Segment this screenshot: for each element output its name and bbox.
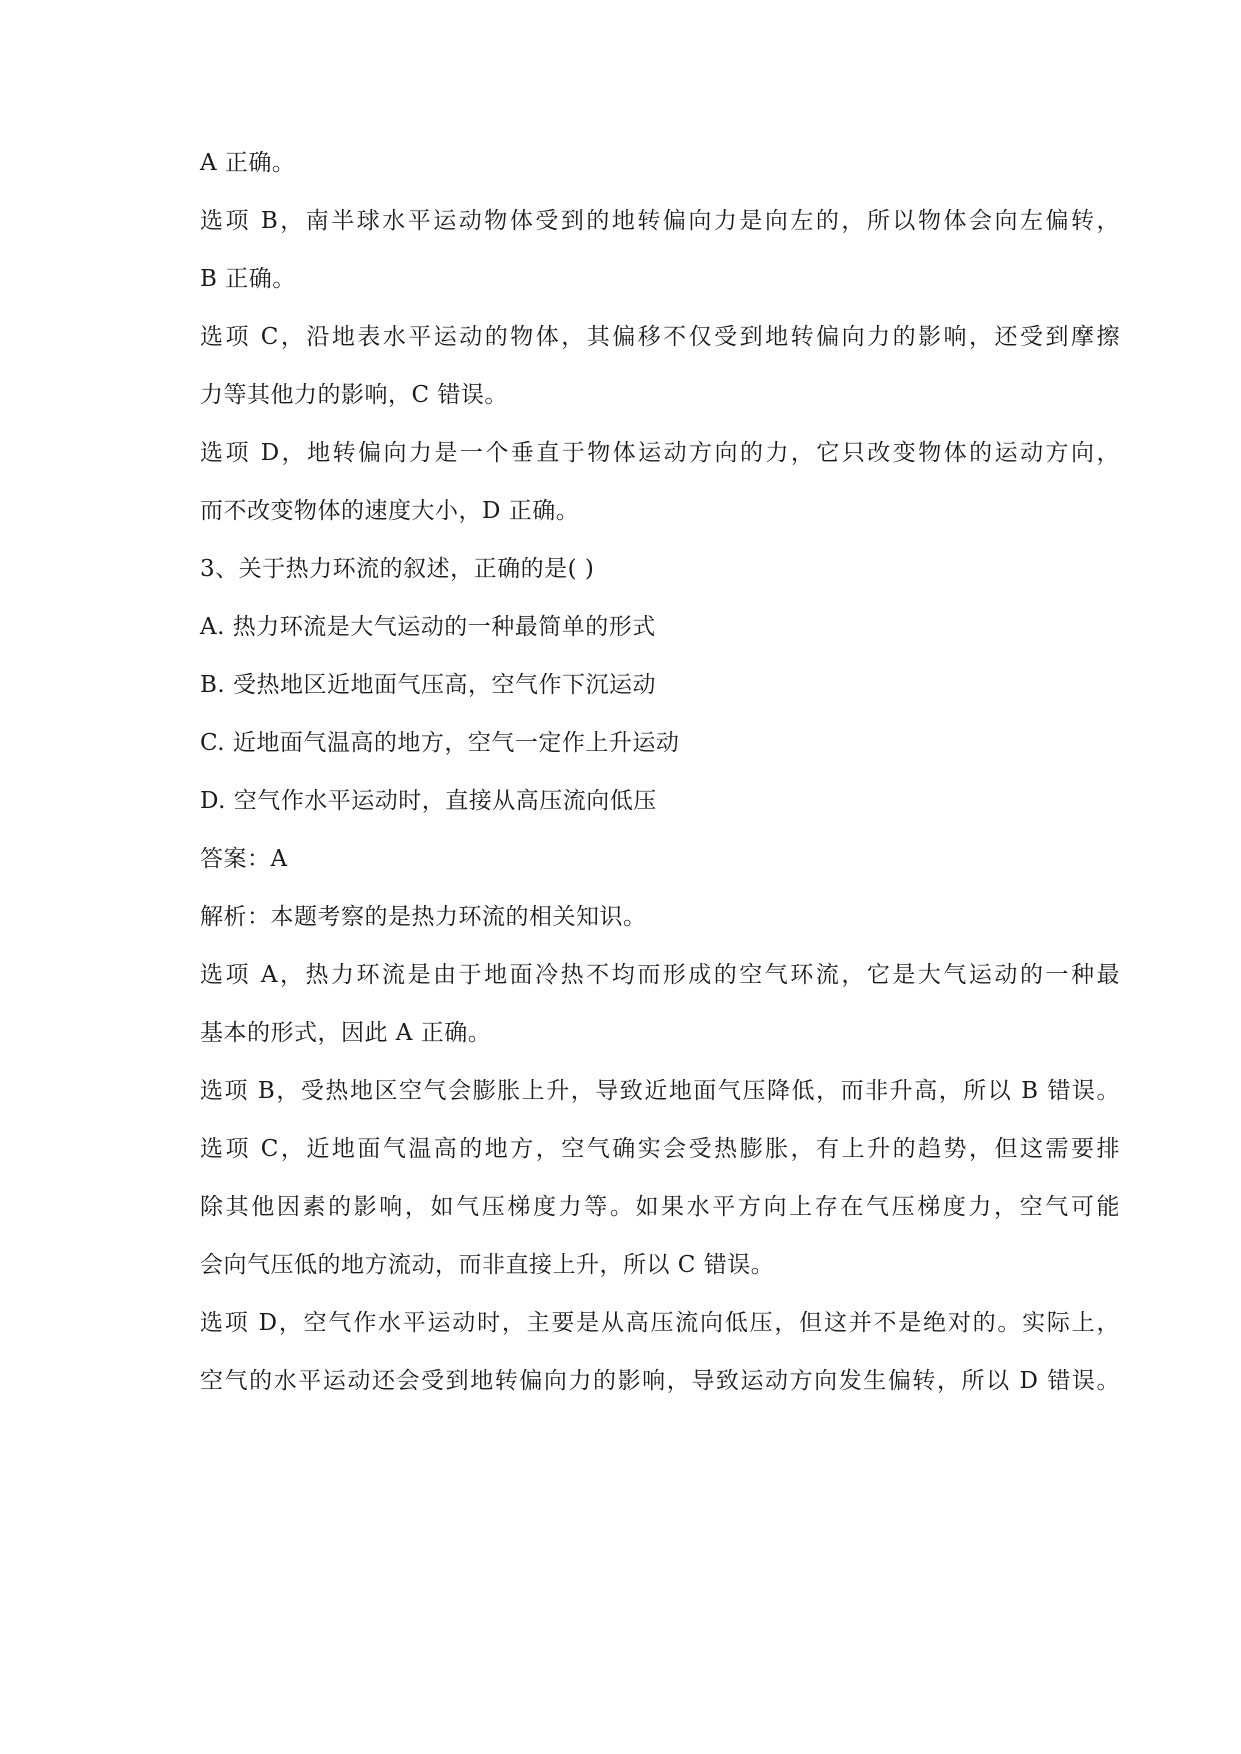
answer: 答案：A	[200, 846, 288, 872]
text-line: 选项 D，地转偏向力是一个垂直于物体运动方向的力，它只改变物体的运动方向，	[200, 440, 1120, 466]
text-line: A 正确。	[200, 150, 296, 176]
text-line: 选项 B，受热地区空气会膨胀上升，导致近地面气压降低，而非升高，所以 B 错误。	[200, 1078, 1120, 1104]
text-line: 除其他因素的影响，如气压梯度力等。如果水平方向上存在气压梯度力，空气可能	[200, 1194, 1120, 1220]
text-line: 力等其他力的影响，C 错误。	[200, 382, 508, 408]
text-line: 选项 A，热力环流是由于地面冷热不均而形成的空气环流，它是大气运动的一种最	[200, 962, 1120, 988]
question-title: 3、关于热力环流的叙述，正确的是( )	[200, 556, 595, 582]
option-d: D. 空气作水平运动时，直接从高压流向低压	[200, 788, 657, 814]
option-c: C. 近地面气温高的地方，空气一定作上升运动	[200, 730, 680, 756]
analysis-intro: 解析：本题考察的是热力环流的相关知识。	[200, 904, 647, 930]
text-line: 空气的水平运动还会受到地转偏向力的影响，导致运动方向发生偏转，所以 D 错误。	[200, 1368, 1120, 1394]
text-line: 选项 B，南半球水平运动物体受到的地转偏向力是向左的，所以物体会向左偏转，	[200, 208, 1120, 234]
text-line: 选项 C，近地面气温高的地方，空气确实会受热膨胀，有上升的趋势，但这需要排	[200, 1136, 1120, 1162]
text-line: B 正确。	[200, 266, 296, 292]
option-a: A. 热力环流是大气运动的一种最简单的形式	[200, 614, 656, 640]
text-line: 选项 C，沿地表水平运动的物体，其偏移不仅受到地转偏向力的影响，还受到摩擦	[200, 324, 1120, 350]
text-line: 而不改变物体的速度大小，D 正确。	[200, 498, 580, 524]
text-line: 选项 D，空气作水平运动时，主要是从高压流向低压，但这并不是绝对的。实际上，	[200, 1310, 1120, 1336]
option-b: B. 受热地区近地面气压高，空气作下沉运动	[200, 672, 657, 698]
text-line: 会向气压低的地方流动，而非直接上升，所以 C 错误。	[200, 1252, 775, 1278]
text-line: 基本的形式，因此 A 正确。	[200, 1020, 492, 1046]
